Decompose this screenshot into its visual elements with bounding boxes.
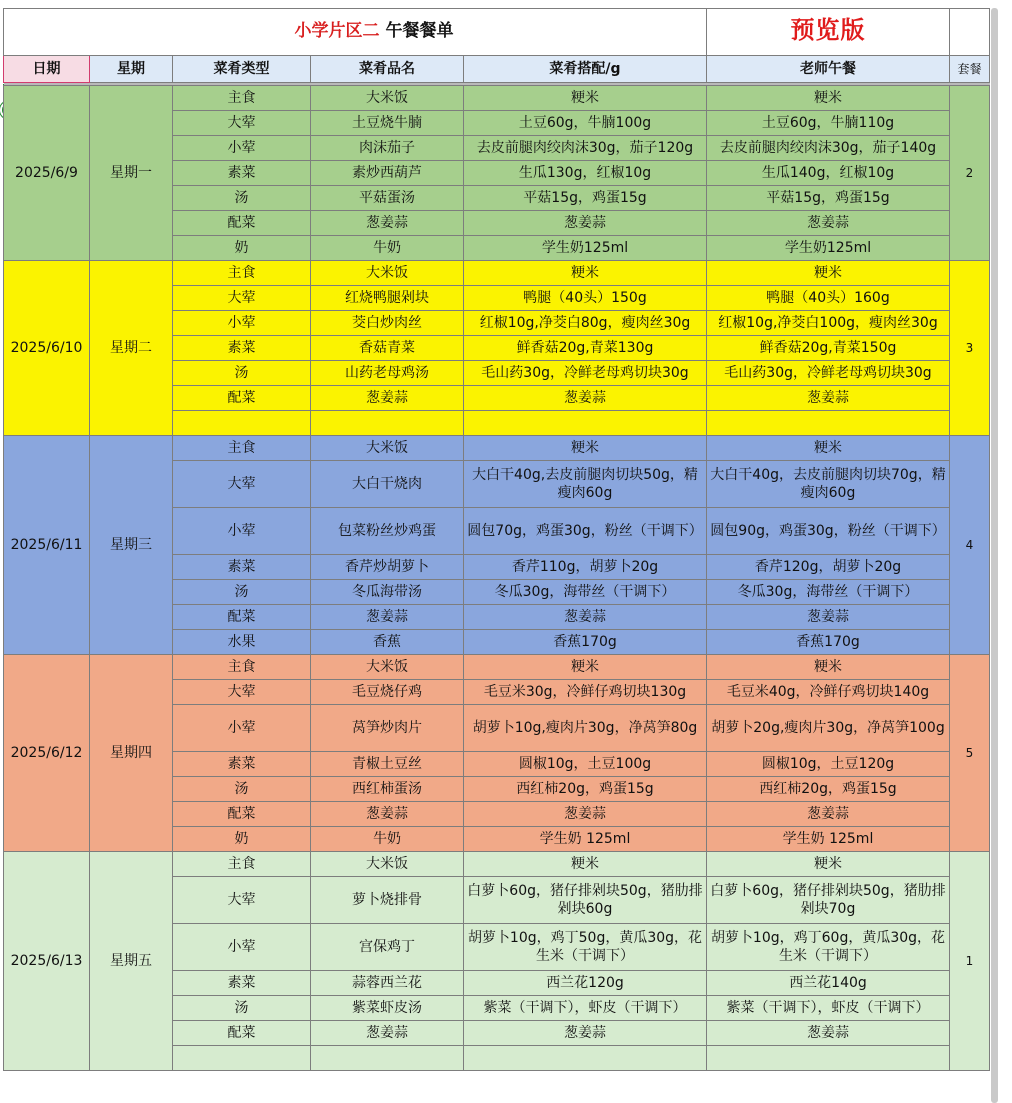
dish-cell[interactable]: 大米饭 — [311, 655, 464, 680]
dish-cell[interactable]: 土豆烧牛腩 — [311, 111, 464, 136]
student-portion-cell[interactable]: 土豆60g，牛腩100g — [464, 111, 707, 136]
student-portion-cell[interactable]: 鲜香菇20g,青菜130g — [464, 336, 707, 361]
student-portion-cell[interactable]: 生瓜130g，红椒10g — [464, 161, 707, 186]
dish-cell[interactable]: 莴笋炒肉片 — [311, 705, 464, 752]
category-cell[interactable]: 汤 — [173, 580, 311, 605]
category-cell[interactable]: 配菜 — [173, 1021, 311, 1046]
teacher-portion-cell[interactable]: 西红柿20g，鸡蛋15g — [707, 777, 950, 802]
dish-cell[interactable]: 包菜粉丝炒鸡蛋 — [311, 508, 464, 555]
menu-table — [3, 8, 990, 1071]
teacher-portion-cell[interactable]: 冬瓜30g，海带丝（干调下） — [707, 580, 950, 605]
set-number-cell[interactable]: 1 — [950, 852, 990, 1071]
header-student[interactable]: 菜肴搭配/g — [464, 56, 707, 83]
dish-cell[interactable]: 葱姜蒜 — [311, 386, 464, 411]
category-cell[interactable] — [173, 411, 311, 436]
date-cell[interactable]: 2025/6/11 — [4, 436, 90, 655]
category-cell[interactable]: 大荤 — [173, 286, 311, 311]
student-portion-cell[interactable]: 西红柿20g，鸡蛋15g — [464, 777, 707, 802]
teacher-portion-cell[interactable]: 生瓜140g，红椒10g — [707, 161, 950, 186]
student-portion-cell[interactable]: 胡萝卜10g，鸡丁50g，黄瓜30g，花生米（干调下） — [464, 924, 707, 971]
teacher-portion-cell[interactable]: 红椒10g,净茭白100g，瘦肉丝30g — [707, 311, 950, 336]
header-dish[interactable]: 菜肴品名 — [311, 56, 464, 83]
dish-cell[interactable]: 牛奶 — [311, 236, 464, 261]
set-number-cell[interactable]: 4 — [950, 436, 990, 655]
student-portion-cell[interactable]: 毛豆米30g，冷鲜仔鸡切块130g — [464, 680, 707, 705]
teacher-portion-cell[interactable]: 粳米 — [707, 86, 950, 111]
set-number-cell[interactable]: 2 — [950, 86, 990, 261]
weekday-cell[interactable]: 星期四 — [90, 655, 173, 852]
category-cell[interactable]: 主食 — [173, 655, 311, 680]
dish-cell[interactable]: 葱姜蒜 — [311, 605, 464, 630]
teacher-portion-cell[interactable]: 毛豆米40g，冷鲜仔鸡切块140g — [707, 680, 950, 705]
weekday-cell[interactable]: 星期二 — [90, 261, 173, 436]
table-row — [4, 261, 990, 286]
dish-cell[interactable] — [311, 1046, 464, 1071]
dish-cell[interactable]: 紫菜虾皮汤 — [311, 996, 464, 1021]
teacher-portion-cell[interactable]: 粳米 — [707, 261, 950, 286]
table-row — [4, 436, 990, 461]
student-portion-cell[interactable]: 香芹110g，胡萝卜20g — [464, 555, 707, 580]
student-portion-cell[interactable]: 学生奶125ml — [464, 236, 707, 261]
teacher-portion-cell[interactable]: 土豆60g，牛腩110g — [707, 111, 950, 136]
dish-cell[interactable]: 大米饭 — [311, 261, 464, 286]
category-cell[interactable]: 配菜 — [173, 386, 311, 411]
category-cell[interactable]: 大荤 — [173, 461, 311, 508]
dish-cell[interactable]: 葱姜蒜 — [311, 211, 464, 236]
dish-cell[interactable]: 香芹炒胡萝卜 — [311, 555, 464, 580]
title-cell[interactable] — [4, 9, 707, 56]
dish-cell[interactable] — [311, 411, 464, 436]
teacher-portion-cell[interactable]: 葱姜蒜 — [707, 605, 950, 630]
dish-cell[interactable]: 大米饭 — [311, 852, 464, 877]
teacher-portion-cell[interactable]: 粳米 — [707, 436, 950, 461]
student-portion-cell[interactable]: 粳米 — [464, 436, 707, 461]
header-row — [4, 56, 990, 83]
student-portion-cell[interactable]: 白萝卜60g，猪仔排剁块50g，猪肋排剁块60g — [464, 877, 707, 924]
teacher-portion-cell[interactable]: 毛山药30g，冷鲜老母鸡切块30g — [707, 361, 950, 386]
teacher-portion-cell[interactable]: 葱姜蒜 — [707, 802, 950, 827]
category-cell[interactable]: 小荤 — [173, 705, 311, 752]
teacher-portion-cell[interactable]: 粳米 — [707, 655, 950, 680]
teacher-portion-cell[interactable]: 葱姜蒜 — [707, 1021, 950, 1046]
table-row — [4, 86, 990, 111]
dish-cell[interactable]: 毛豆烧仔鸡 — [311, 680, 464, 705]
student-portion-cell[interactable] — [464, 1046, 707, 1071]
student-portion-cell[interactable]: 粳米 — [464, 655, 707, 680]
teacher-portion-cell[interactable]: 鸭腿（40头）160g — [707, 286, 950, 311]
student-portion-cell[interactable]: 大白干40g,去皮前腿肉切块50g，精瘦肉60g — [464, 461, 707, 508]
category-cell[interactable]: 配菜 — [173, 605, 311, 630]
category-cell[interactable]: 大荤 — [173, 680, 311, 705]
dish-cell[interactable]: 肉沫茄子 — [311, 136, 464, 161]
dish-cell[interactable]: 平菇蛋汤 — [311, 186, 464, 211]
category-cell[interactable]: 素菜 — [173, 752, 311, 777]
category-cell[interactable]: 大荤 — [173, 111, 311, 136]
category-cell[interactable]: 主食 — [173, 86, 311, 111]
dish-cell[interactable]: 宫保鸡丁 — [311, 924, 464, 971]
category-cell[interactable]: 素菜 — [173, 161, 311, 186]
category-cell[interactable]: 汤 — [173, 361, 311, 386]
preview-cell[interactable] — [707, 9, 950, 56]
title-empty-cell[interactable] — [950, 9, 990, 56]
dish-cell[interactable]: 葱姜蒜 — [311, 1021, 464, 1046]
teacher-portion-cell[interactable]: 平菇15g，鸡蛋15g — [707, 186, 950, 211]
dish-cell[interactable]: 冬瓜海带汤 — [311, 580, 464, 605]
dish-cell[interactable]: 大白干烧肉 — [311, 461, 464, 508]
vertical-scrollbar[interactable] — [991, 8, 998, 1103]
header-date[interactable]: 日期 — [4, 56, 90, 83]
dish-cell[interactable]: 山药老母鸡汤 — [311, 361, 464, 386]
teacher-portion-cell[interactable]: 葱姜蒜 — [707, 211, 950, 236]
header-category[interactable]: 菜肴类型 — [173, 56, 311, 83]
student-portion-cell[interactable]: 香蕉170g — [464, 630, 707, 655]
dish-cell[interactable]: 香蕉 — [311, 630, 464, 655]
date-cell[interactable]: 2025/6/12 — [4, 655, 90, 852]
teacher-portion-cell[interactable] — [707, 1046, 950, 1071]
teacher-portion-cell[interactable]: 香芹120g，胡萝卜20g — [707, 555, 950, 580]
teacher-portion-cell[interactable]: 学生奶 125ml — [707, 827, 950, 852]
student-portion-cell[interactable]: 学生奶 125ml — [464, 827, 707, 852]
header-weekday[interactable]: 星期 — [90, 56, 173, 83]
student-portion-cell[interactable]: 平菇15g，鸡蛋15g — [464, 186, 707, 211]
teacher-portion-cell[interactable]: 香蕉170g — [707, 630, 950, 655]
category-cell[interactable]: 配菜 — [173, 211, 311, 236]
category-cell[interactable]: 主食 — [173, 852, 311, 877]
category-cell[interactable]: 小荤 — [173, 508, 311, 555]
teacher-portion-cell[interactable]: 去皮前腿肉绞肉沫30g，茄子140g — [707, 136, 950, 161]
category-cell[interactable]: 汤 — [173, 777, 311, 802]
teacher-portion-cell[interactable]: 胡萝卜10g，鸡丁60g，黄瓜30g，花生米（干调下） — [707, 924, 950, 971]
category-cell[interactable]: 配菜 — [173, 802, 311, 827]
student-portion-cell[interactable]: 去皮前腿肉绞肉沫30g，茄子120g — [464, 136, 707, 161]
student-portion-cell[interactable] — [464, 411, 707, 436]
student-portion-cell[interactable]: 葱姜蒜 — [464, 605, 707, 630]
student-portion-cell[interactable]: 西兰花120g — [464, 971, 707, 996]
teacher-portion-cell[interactable]: 紫菜（干调下），虾皮（干调下） — [707, 996, 950, 1021]
category-cell[interactable]: 小荤 — [173, 136, 311, 161]
title-menu: 午餐餐单 — [379, 21, 454, 41]
category-cell[interactable]: 汤 — [173, 186, 311, 211]
student-portion-cell[interactable]: 冬瓜30g，海带丝（干调下） — [464, 580, 707, 605]
category-cell[interactable]: 汤 — [173, 996, 311, 1021]
category-cell[interactable]: 小荤 — [173, 924, 311, 971]
teacher-portion-cell[interactable]: 学生奶125ml — [707, 236, 950, 261]
student-portion-cell[interactable]: 胡萝卜10g,瘦肉片30g，净莴笋80g — [464, 705, 707, 752]
dish-cell[interactable]: 大米饭 — [311, 86, 464, 111]
weekday-cell[interactable]: 星期三 — [90, 436, 173, 655]
date-cell[interactable]: 2025/6/9 — [4, 86, 90, 261]
dish-cell[interactable]: 素炒西葫芦 — [311, 161, 464, 186]
student-portion-cell[interactable]: 粳米 — [464, 852, 707, 877]
header-teacher[interactable]: 老师午餐 — [707, 56, 950, 83]
teacher-portion-cell[interactable]: 鲜香菇20g,青菜150g — [707, 336, 950, 361]
dish-cell[interactable]: 茭白炒肉丝 — [311, 311, 464, 336]
teacher-portion-cell[interactable]: 胡萝卜20g,瘦肉片30g，净莴笋100g — [707, 705, 950, 752]
dish-cell[interactable]: 葱姜蒜 — [311, 802, 464, 827]
category-cell[interactable]: 主食 — [173, 261, 311, 286]
dish-cell[interactable]: 牛奶 — [311, 827, 464, 852]
date-cell[interactable]: 2025/6/10 — [4, 261, 90, 436]
teacher-portion-cell[interactable]: 西兰花140g — [707, 971, 950, 996]
student-portion-cell[interactable]: 粳米 — [464, 86, 707, 111]
header-set[interactable]: 套餐 — [950, 56, 990, 83]
student-portion-cell[interactable]: 葱姜蒜 — [464, 386, 707, 411]
weekday-cell[interactable]: 星期五 — [90, 852, 173, 1071]
category-cell[interactable]: 大荤 — [173, 877, 311, 924]
category-cell[interactable]: 奶 — [173, 827, 311, 852]
dish-cell[interactable]: 萝卜烧排骨 — [311, 877, 464, 924]
teacher-portion-cell[interactable]: 圆包90g，鸡蛋30g，粉丝（干调下） — [707, 508, 950, 555]
category-cell[interactable]: 素菜 — [173, 336, 311, 361]
table-row — [4, 852, 990, 877]
student-portion-cell[interactable]: 紫菜（干调下），虾皮（干调下） — [464, 996, 707, 1021]
title-district: 小学片区二 — [294, 21, 380, 41]
teacher-portion-cell[interactable]: 大白干40g，去皮前腿肉切块70g，精瘦肉60g — [707, 461, 950, 508]
preview-label: 预览版 — [790, 15, 866, 44]
table-row — [4, 655, 990, 680]
teacher-portion-cell[interactable]: 圆椒10g，土豆120g — [707, 752, 950, 777]
teacher-portion-cell[interactable]: 白萝卜60g，猪仔排剁块50g，猪肋排剁块70g — [707, 877, 950, 924]
teacher-portion-cell[interactable]: 葱姜蒜 — [707, 386, 950, 411]
category-cell[interactable]: 素菜 — [173, 971, 311, 996]
weekday-cell[interactable]: 星期一 — [90, 86, 173, 261]
dish-cell[interactable]: 青椒土豆丝 — [311, 752, 464, 777]
student-portion-cell[interactable]: 粳米 — [464, 261, 707, 286]
student-portion-cell[interactable]: 圆包70g，鸡蛋30g，粉丝（干调下） — [464, 508, 707, 555]
student-portion-cell[interactable]: 鸭腿（40头）150g — [464, 286, 707, 311]
category-cell[interactable] — [173, 1046, 311, 1071]
category-cell[interactable]: 奶 — [173, 236, 311, 261]
dish-cell[interactable]: 红烧鸭腿剁块 — [311, 286, 464, 311]
date-cell[interactable]: 2025/6/13 — [4, 852, 90, 1071]
category-cell[interactable]: 小荤 — [173, 311, 311, 336]
teacher-portion-cell[interactable]: 粳米 — [707, 852, 950, 877]
student-portion-cell[interactable]: 红椒10g,净茭白80g，瘦肉丝30g — [464, 311, 707, 336]
category-cell[interactable]: 水果 — [173, 630, 311, 655]
dish-cell[interactable]: 西红柿蛋汤 — [311, 777, 464, 802]
student-portion-cell[interactable]: 毛山药30g，冷鲜老母鸡切块30g — [464, 361, 707, 386]
student-portion-cell[interactable]: 葱姜蒜 — [464, 802, 707, 827]
dish-cell[interactable]: 蒜蓉西兰花 — [311, 971, 464, 996]
title-row — [4, 9, 990, 56]
category-cell[interactable]: 素菜 — [173, 555, 311, 580]
set-number-cell[interactable]: 5 — [950, 655, 990, 852]
student-portion-cell[interactable]: 葱姜蒜 — [464, 211, 707, 236]
dish-cell[interactable]: 香菇青菜 — [311, 336, 464, 361]
student-portion-cell[interactable]: 葱姜蒜 — [464, 1021, 707, 1046]
category-cell[interactable]: 主食 — [173, 436, 311, 461]
set-number-cell[interactable]: 3 — [950, 261, 990, 436]
dish-cell[interactable]: 大米饭 — [311, 436, 464, 461]
teacher-portion-cell[interactable] — [707, 411, 950, 436]
student-portion-cell[interactable]: 圆椒10g，土豆100g — [464, 752, 707, 777]
